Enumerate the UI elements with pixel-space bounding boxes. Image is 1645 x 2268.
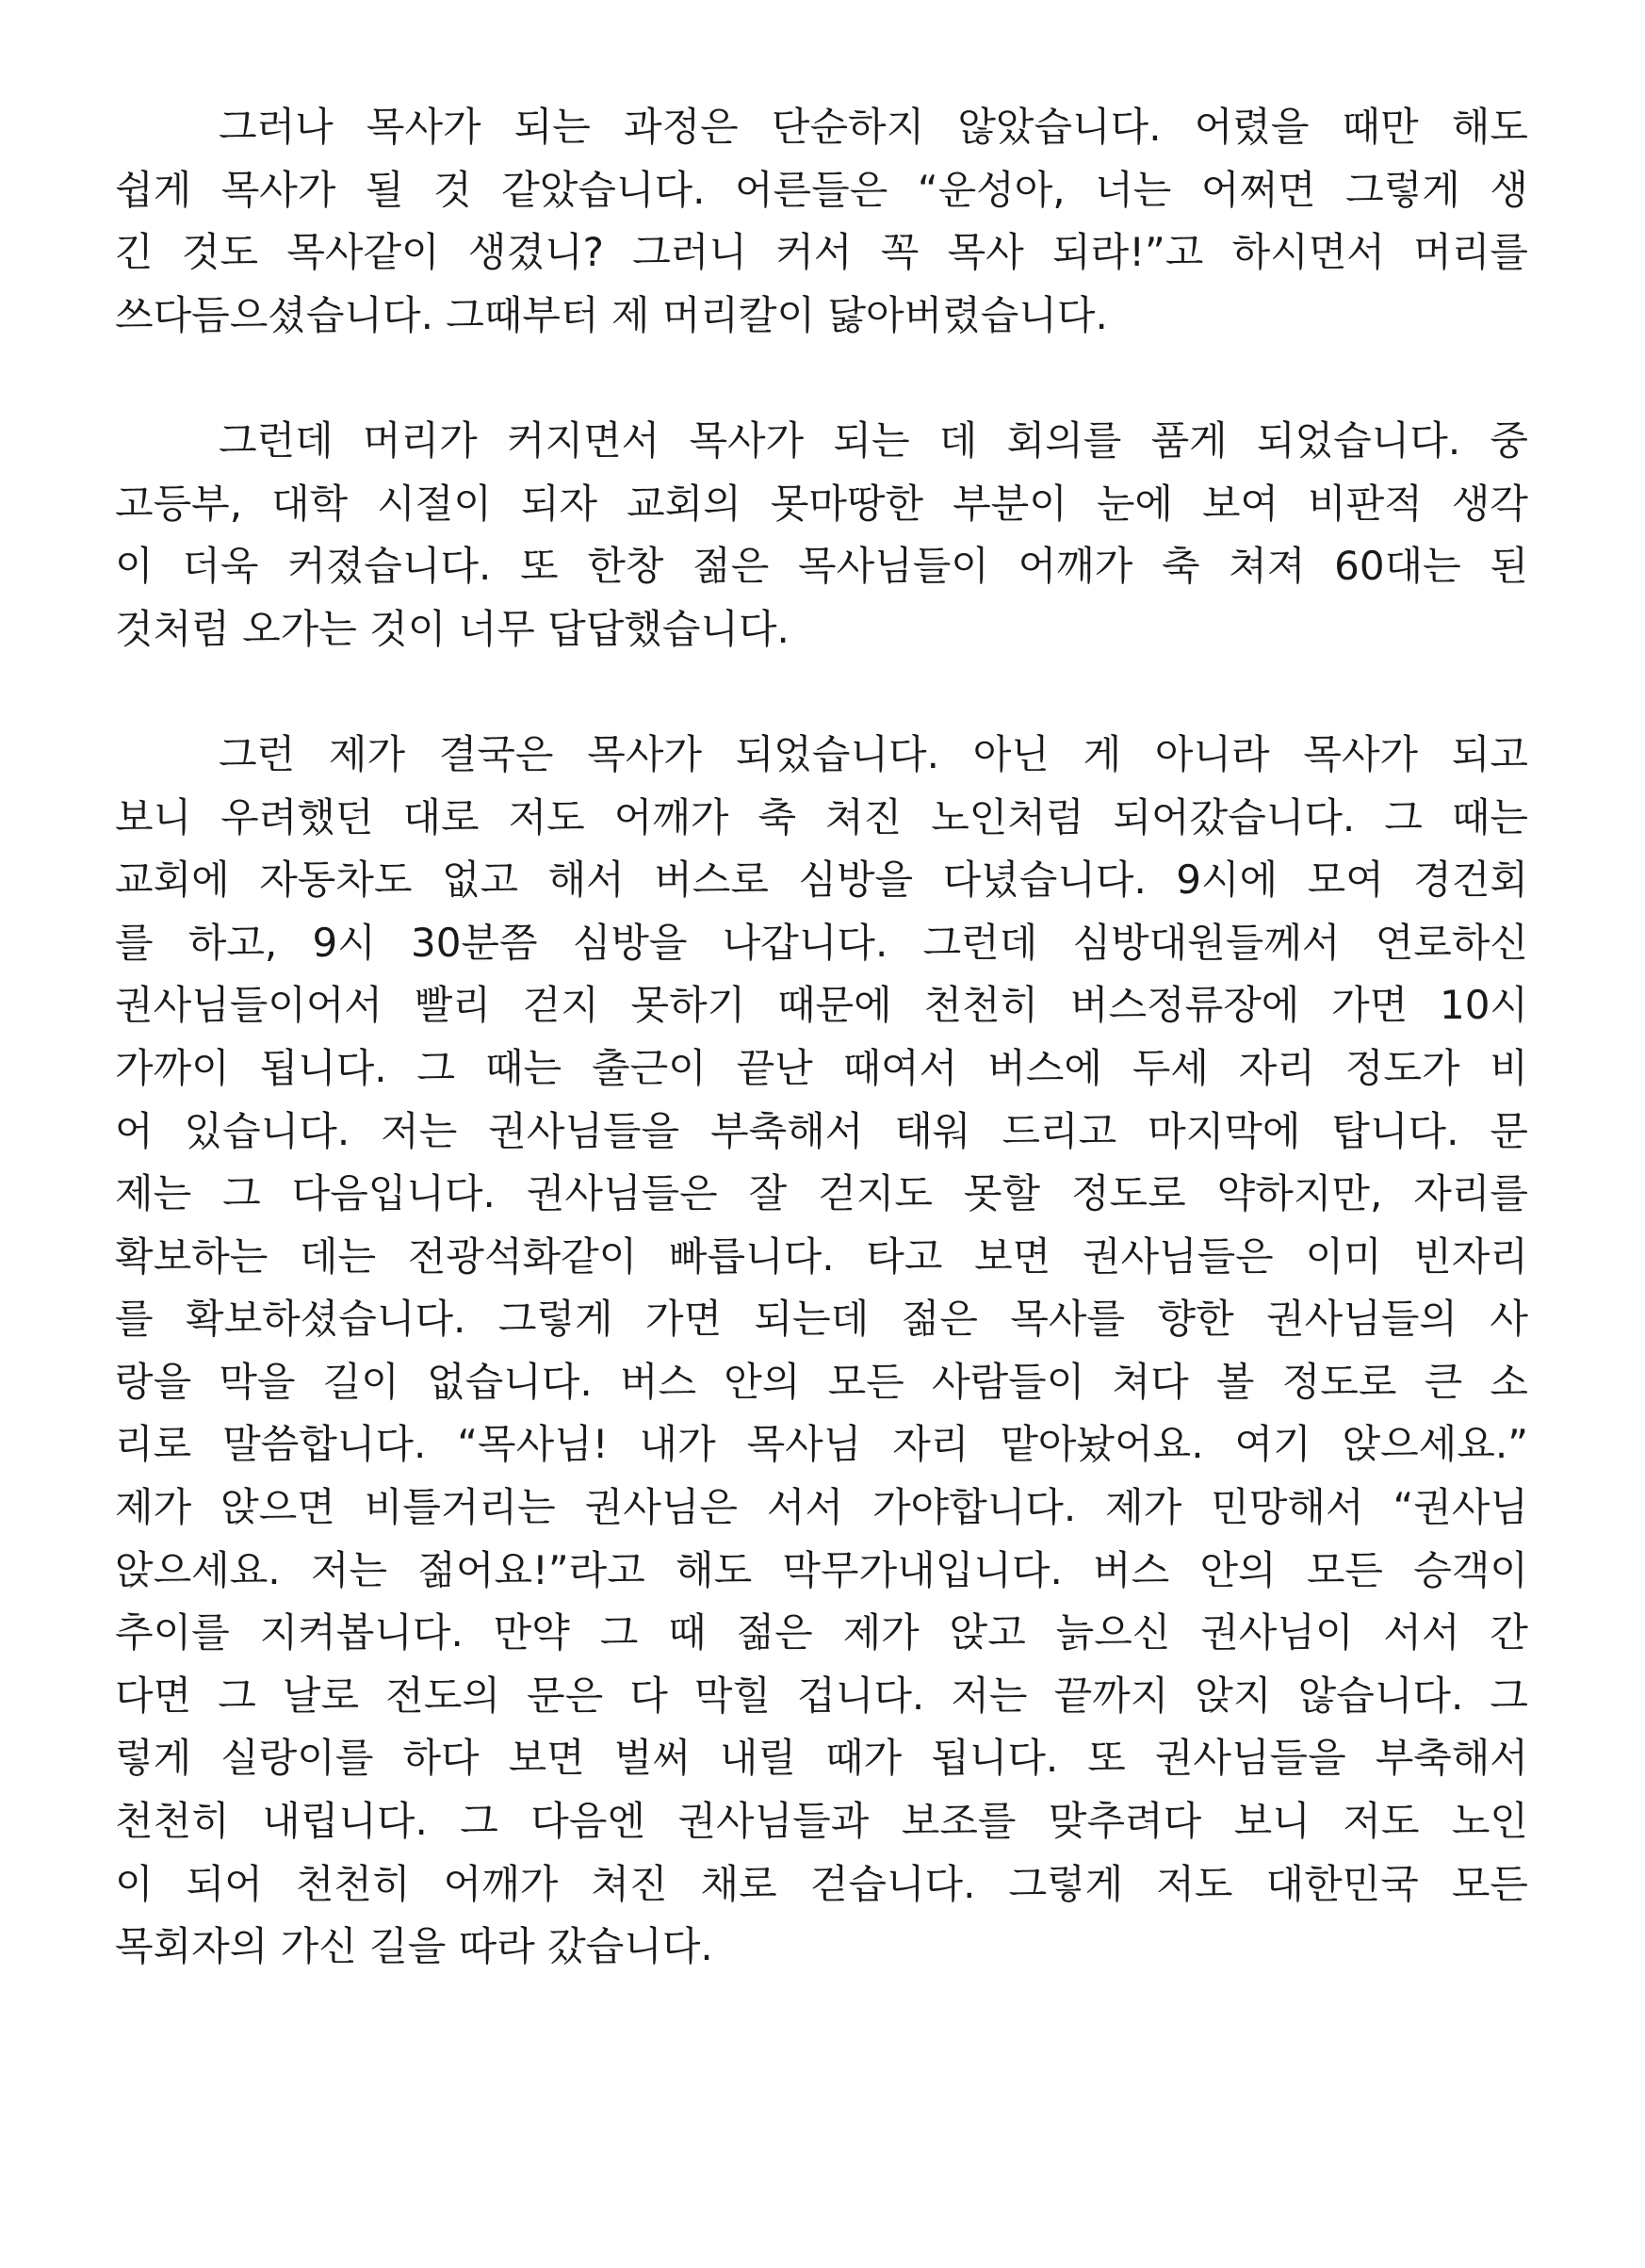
paragraph-2: [115, 410, 1528, 661]
text-line: 를 하고, 9시 30분쯤 심방을 나갑니다. 그런데 심방대원들께서 연로하신: [115, 919, 1528, 966]
text-line: 다면 그 날로 전도의 문은 다 막힐 겁니다. 저는 끝까지 앉지 않습니다. 그: [115, 1672, 1528, 1719]
text-line: 그런데 머리가 커지면서 목사가 되는 데 회의를 품게 되었습니다. 중: [219, 416, 1528, 464]
text-line: 목회자의 가신 길을 따라 갔습니다.: [115, 1923, 713, 1970]
text-line: 어 있습니다. 저는 권사님들을 부축해서 태워 드리고 마지막에 탑니다. 문: [115, 1107, 1528, 1154]
text-line: 고등부, 대학 시절이 되자 교회의 못마땅한 부분이 눈에 보여 비판적 생각: [115, 480, 1528, 527]
text-line: 를 확보하셨습니다. 그렇게 가면 되는데 젊은 목사를 향한 권사님들의 사: [115, 1296, 1528, 1343]
text-line: 이 더욱 커졌습니다. 또 한창 젊은 목사님들이 어깨가 축 쳐져 60대는 된: [115, 543, 1528, 590]
text-line: 제가 앉으면 비틀거리는 권사님은 서서 가야합니다. 제가 민망해서 “권사님: [115, 1484, 1528, 1531]
text-line: 가까이 됩니다. 그 때는 출근이 끝난 때여서 버스에 두세 자리 정도가 비: [115, 1044, 1528, 1091]
text-line: 그러나 목사가 되는 과정은 단순하지 않았습니다. 어렸을 때만 해도: [219, 104, 1528, 150]
text-line: 보니 우려했던 대로 저도 어깨가 축 쳐진 노인처럼 되어갔습니다. 그 때는: [115, 793, 1528, 840]
text-line: 제는 그 다음입니다. 권사님들은 잘 걷지도 못할 정도로 약하지만, 자리를: [115, 1170, 1528, 1217]
text-line: 그런 제가 결국은 목사가 되었습니다. 아닌 게 아니라 목사가 되고: [219, 730, 1528, 777]
text-line: 렇게 실랑이를 하다 보면 벌써 내릴 때가 됩니다. 또 권사님들을 부축해서: [115, 1735, 1528, 1782]
text-line: 천천히 내립니다. 그 다음엔 권사님들과 보조를 맞추려다 보니 저도 노인: [115, 1798, 1528, 1845]
text-line: 리로 말씀합니다. “목사님! 내가 목사님 자리 맡아놨어요. 여기 앉으세요.”: [115, 1421, 1528, 1468]
text-line: 쉽게 목사가 될 것 같았습니다. 어른들은 “운성아, 너는 어쩌면 그렇게 생: [115, 166, 1528, 213]
text-line: 쓰다듬으셨습니다. 그때부터 제 머리칼이 닳아버렸습니다.: [115, 291, 1108, 338]
text-line: 교회에 자동차도 없고 해서 버스로 심방을 다녔습니다. 9시에 모여 경건회: [115, 857, 1528, 904]
paragraph-1: [115, 96, 1528, 347]
text-line: 것처럼 오가는 것이 너무 답답했습니다.: [115, 605, 790, 652]
text-line: 확보하는 데는 전광석화같이 빠릅니다. 타고 보면 권사님들은 이미 빈자리: [115, 1232, 1528, 1280]
text-line: 긴 것도 목사같이 생겼니? 그러니 커서 꼭 목사 되라!”고 하시면서 머리를: [115, 229, 1528, 276]
paragraph-3: [115, 724, 1528, 1979]
text-line: 권사님들이어서 빨리 걷지 못하기 때문에 천천히 버스정류장에 가면 10시: [115, 982, 1528, 1029]
document-body: [115, 96, 1528, 2041]
text-line: 앉으세요. 저는 젊어요!”라고 해도 막무가내입니다. 버스 안의 모든 승객이: [115, 1546, 1528, 1593]
text-line: 이 되어 천천히 어깨가 쳐진 채로 걷습니다. 그렇게 저도 대한민국 모든: [115, 1860, 1528, 1907]
text-line: 랑을 막을 길이 없습니다. 버스 안의 모든 사람들이 쳐다 볼 정도로 큰 소: [115, 1358, 1528, 1405]
text-line: 추이를 지켜봅니다. 만약 그 때 젊은 제가 앉고 늙으신 권사님이 서서 간: [115, 1609, 1528, 1656]
